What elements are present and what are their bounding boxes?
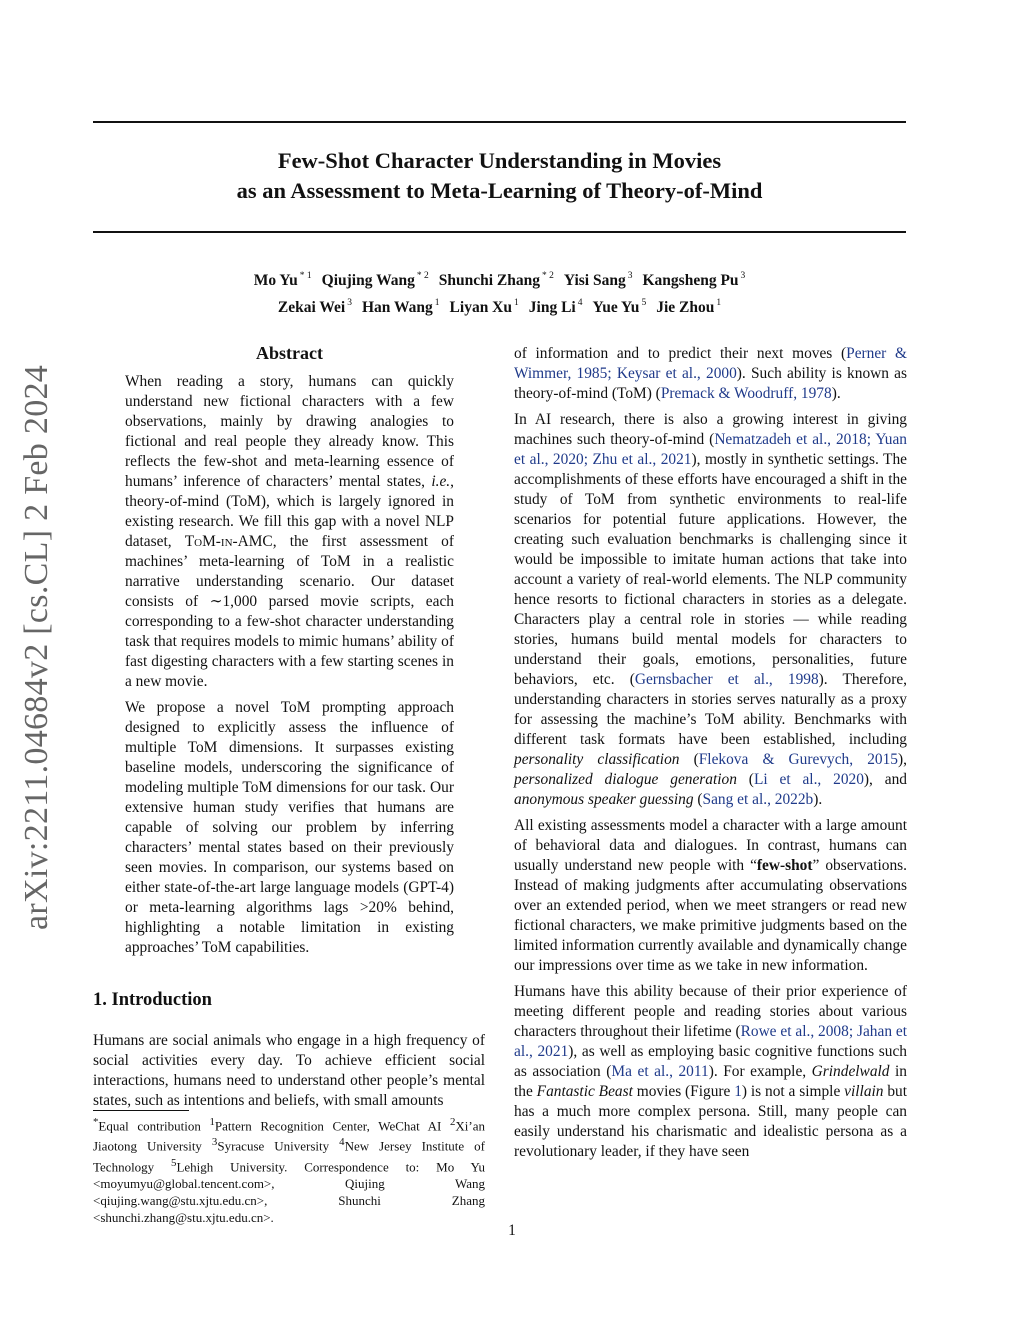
author-affiliation-marker: 3 bbox=[740, 271, 746, 281]
abstract-section bbox=[125, 342, 454, 964]
body-paragraph-1: of information and to predict their next moves (Perner & Wimmer, 1985; Keysar et al., 2000). Such ability is known as theory-of-mind (ToM) (Premack & Woodruff, 1978). bbox=[514, 345, 907, 402]
paper-title-line-2: as an Assessment to Meta-Learning of Theory-of-Mind bbox=[236, 178, 763, 203]
emphasized-text: personality classification bbox=[514, 751, 680, 768]
author-list bbox=[93, 265, 906, 319]
title-rule-top bbox=[93, 121, 906, 123]
citation-link[interactable]: 1 bbox=[734, 1083, 742, 1100]
author bbox=[322, 272, 429, 289]
author-affiliation-marker: 5 bbox=[641, 298, 647, 308]
citation-link[interactable]: Ma et al., 2011 bbox=[611, 1063, 709, 1080]
abstract-heading: Abstract bbox=[256, 343, 323, 363]
author bbox=[592, 299, 646, 316]
emphasized-text: few-shot bbox=[756, 857, 813, 874]
paper-title bbox=[93, 146, 906, 206]
author-name: Mo Yu bbox=[253, 272, 298, 289]
author-row-1 bbox=[93, 265, 906, 292]
author-name: Jie Zhou bbox=[656, 299, 715, 316]
citation-link[interactable]: Perner & Wimmer, 1985; Keysar et al., 2000 bbox=[514, 345, 907, 382]
abstract-paragraph-1: When reading a story, humans can quickly understand new fictional characters with a few observations, mainly by drawing analogies to fictional and real people they already know. This reflects the few-shot and meta-learning essence of humans’ inference of characters’ mental states, i.e., theory-of-mind (ToM), which is largely ignored in existing research. We fill this gap with a novel NLP dataset, ToM-in-AMC, the first assessment of machines’ meta-learning of ToM in a realistic narrative understanding scenario. Our dataset consists of ∼1,000 parsed movie scripts, each corresponding to a few-shot character understanding task that requires models to mimic humans’ ability of fast digesting characters with a few starting scenes in a new movie. bbox=[125, 373, 454, 690]
author bbox=[642, 272, 745, 289]
affiliation-footnote: *Equal contribution $^1$Pattern Recognition Center, WeChat AI $^2$Xi’an Jiaotong University $^3$Syracuse University $^4$New Jersey Institute of Technology $^5$Lehigh University. Correspondence to: Mo Yu <moyumyu@global.tencent.com>, Qiujing Wang <qiujing.wang@stu.xjtu.edu.cn>, Shunchi Zhang <shunchi.zhang@stu.xjtu.edu.cn>. bbox=[93, 1116, 486, 1225]
arxiv-identifier-stamp: arXiv:2211.04684v2 [cs.CL] 2 Feb 2024 bbox=[18, 364, 55, 930]
emphasized-text: ToM-in-AMC bbox=[184, 533, 273, 550]
author-affiliation-marker: 3 bbox=[627, 271, 633, 281]
affiliation-marker: 1 bbox=[209, 1116, 215, 1128]
title-rule-bottom bbox=[93, 231, 906, 233]
citation-link[interactable]: Flekova & Gurevych, 2015 bbox=[698, 751, 898, 768]
footnote-rule bbox=[93, 1110, 189, 1111]
body-paragraph-4: Humans have this ability because of their prior experience of meeting different people and reading stories about various characters throughout their lifetime (Rowe et al., 2008; Jahan et al., 2021), as well as employing basic cognitive functions such as association (Ma et al., 2011). For example, Grindelwald in the Fantastic Beast movies (Figure 1) is not a simple villain but has a much more complex persona. Still, many people can easily understand his charismatic and idealistic persona as a revolutionary leader, if they have seen bbox=[514, 983, 908, 1160]
emphasized-text: Fantastic Beast bbox=[536, 1083, 633, 1100]
affiliation-marker: 2 bbox=[449, 1116, 456, 1128]
affiliation-marker: * bbox=[93, 1116, 99, 1128]
emphasized-text: personalized dialogue generation bbox=[514, 771, 737, 788]
author-row-2 bbox=[93, 292, 906, 319]
citation-link[interactable]: Gernsbacher et al., 1998 bbox=[634, 671, 819, 688]
introduction-paragraph-1: Humans are social animals who engage in a high frequency of social activities every day. To achieve efficient social interactions, humans need to understand other people’s mental states, such as intentions and beliefs, with small amounts bbox=[93, 1032, 485, 1109]
introduction-section bbox=[93, 988, 485, 1117]
author-affiliation-marker: 4 bbox=[577, 298, 583, 308]
author-name: Liyan Xu bbox=[449, 299, 513, 316]
citation-link[interactable]: Li et al., 2020 bbox=[753, 771, 864, 788]
author bbox=[450, 299, 519, 316]
author-name: Zekai Wei bbox=[277, 299, 346, 316]
author-affiliation-marker: * 2 bbox=[541, 271, 554, 281]
author-name: Yue Yu bbox=[592, 299, 640, 316]
author-affiliation-marker: * 1 bbox=[299, 271, 312, 281]
citation-link[interactable]: Premack & Woodruff, 1978 bbox=[660, 385, 832, 402]
author bbox=[529, 299, 583, 316]
author-name: Han Wang bbox=[362, 299, 433, 316]
abstract-paragraph-2: We propose a novel ToM prompting approach designed to explicitly assess the influence of multiple ToM dimensions. It surpasses existing baseline models, underscoring the significance of modeling multiple ToM dimensions for our task. Our extensive human study verifies that humans are capable of solving our problem by inferring characters’ mental states based on their previously seen movies. In comparison, our systems based on either state-of-the-art large language models (GPT-4) or meta-learning algorithms lags >20% behind, highlighting a notable limitation in existing approaches’ ToM capabilities. bbox=[125, 699, 454, 956]
author-name: Shunchi Zhang bbox=[438, 272, 540, 289]
author-affiliation-marker: 3 bbox=[347, 298, 352, 308]
author-affiliation-marker: 1 bbox=[716, 298, 722, 308]
author bbox=[656, 299, 721, 316]
citation-link[interactable]: Sang et al., 2022b bbox=[702, 791, 814, 808]
emphasized-text: villain bbox=[844, 1083, 884, 1100]
affiliation-marker: 4 bbox=[339, 1136, 345, 1149]
author-name: Kangsheng Pu bbox=[642, 272, 739, 289]
body-paragraph-2: In AI research, there is also a growing interest in giving machines such theory-of-mind (Nematzadeh et al., 2018; Yuan et al., 2020; Zhu et al., 2021), mostly in synthetic settings. The accomplishments of these efforts have encouraged a shift in the study of ToM from synthetic environments to real-life scenarios for potential future applications. However, the creating such evaluation benchmarks is challenging since it would be impossible to imitate human actions that take into account a variety of real-world elements. The NLP community hence resorts to fictional characters in stories as a delegate. Characters play a central role in stories — while reading stories, humans build mental models for characters to understand their goals, emotions, personalities, future behaviors, etc. (Gernsbacher et al., 1998). Therefore, understanding characters in stories serves naturally as a proxy for assessing the machine’s ToM ability. Benchmarks with different task formats have been established, including personality classification (Flekova & Gurevych, 2015), personalized dialogue generation (Li et al., 2020), and anonymous speaker guessing (Sang et al., 2022b). bbox=[514, 411, 908, 808]
author bbox=[439, 272, 554, 289]
author-affiliation-marker: * 2 bbox=[416, 271, 429, 281]
author bbox=[254, 272, 312, 289]
author-affiliation-marker: 1 bbox=[434, 298, 440, 308]
body-paragraph-3: All existing assessments model a character with a large amount of behavioral data and dialogues. In contrast, humans can usually understand new people with “few-shot” observations. Instead of making judgments after accumulating observations over an extended period, when we meet strangers or read new fictional characters, we make primitive judgments based on the limited information currently available and dynamically change our impressions over time as we take in new information. bbox=[514, 817, 907, 974]
author-name: Qiujing Wang bbox=[321, 272, 415, 289]
citation-link[interactable]: Rowe et al., 2008; Jahan et al., 2021 bbox=[514, 1023, 908, 1060]
affiliation-marker: 5 bbox=[171, 1156, 177, 1169]
right-column-text bbox=[514, 344, 907, 1168]
author-affiliation-marker: 1 bbox=[514, 298, 519, 308]
emphasized-text: anonymous speaker guessing bbox=[514, 791, 694, 808]
author bbox=[278, 299, 352, 316]
author-name: Jing Li bbox=[528, 299, 576, 316]
author bbox=[564, 272, 633, 289]
author bbox=[362, 299, 440, 316]
paper-title-line-1: Few-Shot Character Understanding in Movies bbox=[277, 148, 722, 173]
introduction-heading: 1. Introduction bbox=[93, 990, 212, 1010]
affiliation-marker: 3 bbox=[211, 1136, 218, 1149]
citation-link[interactable]: Nematzadeh et al., 2018; Yuan et al., 2020; Zhu et al., 2021 bbox=[514, 431, 908, 468]
emphasized-text: Grindelwald bbox=[811, 1063, 890, 1080]
emphasized-text: i.e. bbox=[431, 473, 451, 490]
page-number: 1 bbox=[508, 1222, 516, 1239]
author-name: Yisi Sang bbox=[563, 272, 626, 289]
